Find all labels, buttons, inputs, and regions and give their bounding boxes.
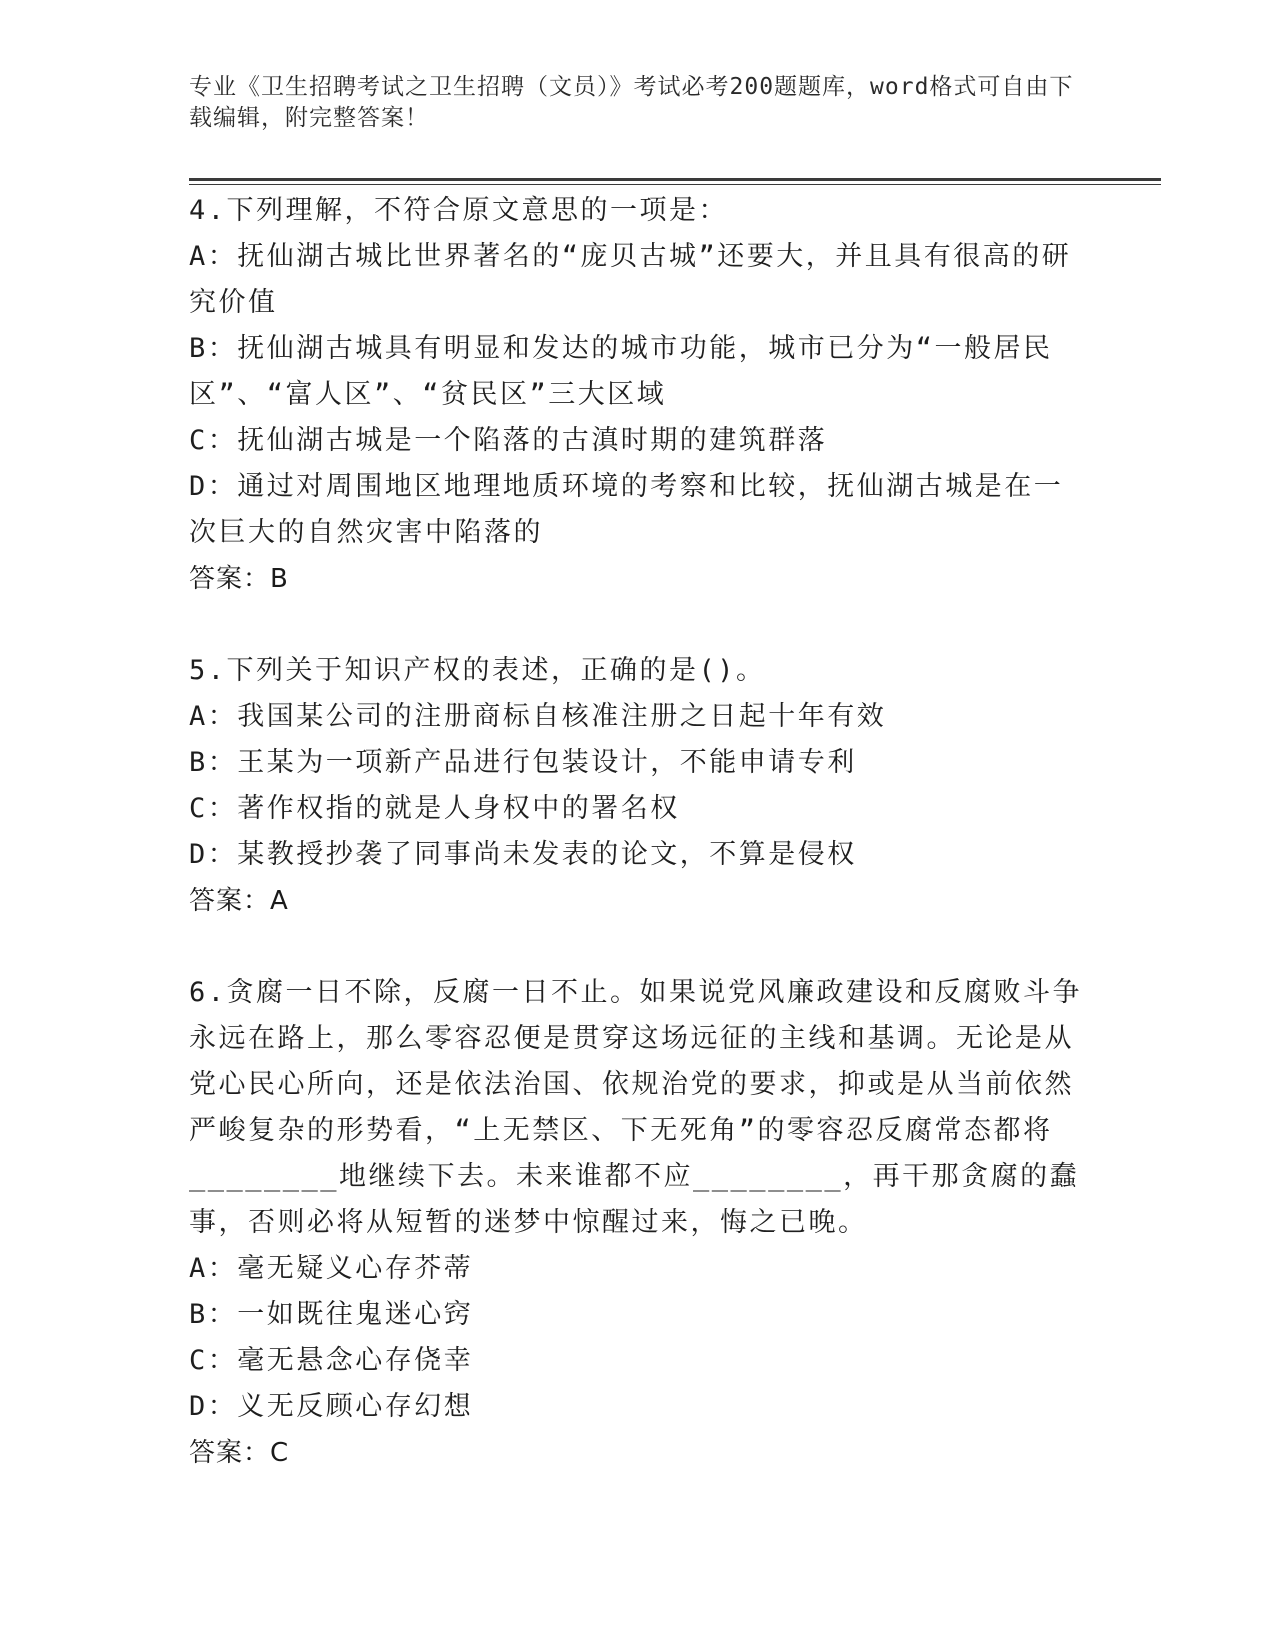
option-b: B：一如既往鬼迷心窍 xyxy=(189,1299,474,1330)
header-divider-thick xyxy=(189,178,1161,181)
option-a: A：我国某公司的注册商标自核准注册之日起十年有效 xyxy=(189,701,887,732)
question-stem: 5.下列关于知识产权的表述，正确的是()。 xyxy=(189,655,766,686)
option-b: B：抚仙湖古城具有明显和发达的城市功能，城市已分为“一般居民区”、“富人区”、“贫民区”三大区域 xyxy=(189,333,1053,410)
question-list xyxy=(189,188,1089,1522)
question-5 xyxy=(189,648,1089,924)
option-d: D：通过对周围地区地理地质环境的考察和比较，抚仙湖古城是在一次巨大的自然灾害中陷落的 xyxy=(189,471,1064,548)
question-stem: 6.贪腐一日不除，反腐一日不止。如果说党风廉政建设和反腐败斗争永远在路上，那么零容忍便是贯穿这场远征的主线和基调。无论是从党心民心所向，还是依法治国、依规治党的要求，抑或是从当前依然严峻复杂的形势看，“上无禁区、下无死角”的零容忍反腐常态都将________地继续下去。未来谁都不应________，再干那贪腐的蠢事，否则必将从短暂的迷梦中惊醒过来，悔之已晚。 xyxy=(189,977,1083,1238)
option-b: B：王某为一项新产品进行包装设计，不能申请专利 xyxy=(189,747,857,778)
option-d: D：某教授抄袭了同事尚未发表的论文，不算是侵权 xyxy=(189,839,857,870)
header-divider-thin xyxy=(189,184,1161,185)
header-text: 专业《卫生招聘考试之卫生招聘（文员）》考试必考200题题库，word格式可自由下载编辑，附完整答案！ xyxy=(189,74,1074,131)
option-a: A：抚仙湖古城比世界著名的“庞贝古城”还要大，并且具有很高的研究价值 xyxy=(189,241,1072,318)
option-d: D：义无反顾心存幻想 xyxy=(189,1391,474,1422)
option-a: A：毫无疑义心存芥蒂 xyxy=(189,1253,474,1284)
answer-label: 答案：A xyxy=(189,886,289,916)
question-4 xyxy=(189,188,1089,602)
option-c: C：著作权指的就是人身权中的署名权 xyxy=(189,793,680,824)
answer-label: 答案：C xyxy=(189,1438,290,1468)
question-stem: 4.下列理解，不符合原文意思的一项是： xyxy=(189,195,729,226)
answer-label: 答案：B xyxy=(189,564,289,594)
option-c: C：抚仙湖古城是一个陷落的古滇时期的建筑群落 xyxy=(189,425,828,456)
document-header xyxy=(189,72,1079,134)
question-6 xyxy=(189,970,1089,1476)
option-c: C：毫无悬念心存侥幸 xyxy=(189,1345,474,1376)
